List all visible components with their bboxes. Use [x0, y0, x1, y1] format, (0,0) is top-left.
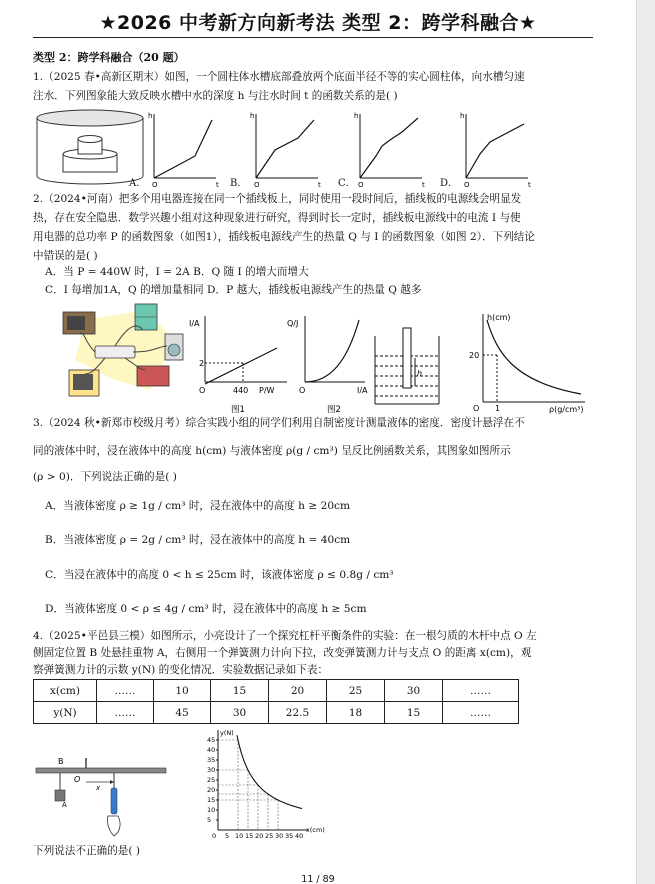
density-graph-ytick: 20 [469, 351, 480, 360]
q4-graph-xlabel: x(cm) [306, 826, 325, 834]
density-graph-ylabel: h(cm) [487, 313, 511, 322]
table-cell: …… [443, 680, 519, 702]
q1-option-d[interactable]: D． [440, 178, 459, 189]
q4-data-table [33, 679, 519, 724]
table-cell: …… [97, 702, 154, 724]
density-height-graph [469, 313, 585, 414]
water-tank-figure [37, 110, 143, 184]
q2-fig1-ytick: 2 [199, 359, 205, 368]
q3-option-a[interactable]: A．当液体密度 ρ ≥ 1g / cm³ 时，浸在液体中的高度 h ≥ 20cm [45, 500, 351, 512]
q1-graph-c [354, 112, 425, 189]
section-heading: 类型 2：跨学科融合（20 题） [33, 51, 185, 64]
q1-graph-d [460, 112, 531, 189]
table-cell: y(N) [34, 702, 97, 724]
y-tick-label: 40 [207, 746, 216, 754]
y-tick-label: 30 [207, 766, 216, 774]
table-cell: x(cm) [34, 680, 97, 702]
q4-graph-yticks [207, 736, 218, 824]
q1-option-a[interactable]: A． [129, 178, 147, 189]
x-tick-label: 30 [275, 832, 284, 840]
q1-a-axis-h: h [148, 112, 153, 120]
x-tick-label: 40 [295, 832, 304, 840]
q1-text-line-1: 1.（2025 春•高新区期末）如图，一个圆柱体水槽底部叠放两个底面半径不等的实心圆柱体，向水槽匀速 [33, 71, 525, 83]
q4-graph-xticks [225, 832, 303, 840]
title-rule [33, 37, 593, 38]
q1-c-axis-o: O [358, 181, 364, 189]
q4-text-line-3: 察弹簧测力计的示数 y(N) 的变化情况．实验数据记录如下表： [33, 664, 329, 676]
q1-option-c[interactable]: C． [338, 178, 356, 189]
q3-option-d[interactable]: D．当液体密度 0 < ρ ≤ 4g / cm³ 时，浸在液体中的高度 h ≥ 5cm [45, 603, 367, 615]
q2-text-line-3: 用电器的总功率 P 的函数图象（如图1），插线板电源线产生的热量 Q 与 I 的函数图象（如图 2）．下列结论 [33, 231, 535, 243]
y-tick-label: 15 [207, 796, 216, 804]
lever-label-b: B [58, 757, 64, 766]
q1-c-axis-t: t [422, 181, 425, 189]
q4-graph-origin: 0 [212, 832, 217, 840]
table-row [34, 702, 519, 724]
vertical-scrollbar[interactable] [636, 0, 655, 884]
lever-label-a: A [62, 801, 67, 809]
q2-option-cd[interactable]: C．I 每增加1A，Q 的增加量相同 D．P 越大，插线板电源线产生的热量 Q 越多 [45, 284, 422, 296]
q3-option-b[interactable]: B．当液体密度 ρ = 2g / cm³ 时，浸在液体中的高度 h = 40cm [45, 534, 351, 546]
q2-figure-1 [189, 316, 287, 415]
q2-fig1-xlabel: P/W [259, 386, 275, 395]
q1-b-axis-o: O [254, 181, 260, 189]
table-cell: 15 [385, 702, 443, 724]
q1-b-axis-t: t [318, 181, 321, 189]
table-cell: 20 [269, 680, 327, 702]
x-tick-label: 35 [285, 832, 294, 840]
y-tick-label: 25 [207, 776, 216, 784]
q1-d-axis-h: h [460, 112, 465, 120]
q2-fig2-caption: 图2 [327, 405, 341, 415]
q3-text-line-3: (ρ > 0)．下列说法正确的是( ) [33, 471, 177, 483]
density-graph-xlabel: ρ(g/cm³) [549, 405, 584, 414]
q2-fig1-origin: O [199, 386, 206, 395]
table-cell: …… [443, 702, 519, 724]
q3-option-c[interactable]: C．当浸在液体中的高度 0 < h ≤ 25cm 时，该液体密度 ρ ≤ 0.8g / cm³ [45, 569, 394, 581]
q4-question: 下列说法不正确的是( ) [33, 845, 140, 857]
q2-fig2-ylabel: Q/J [287, 319, 299, 328]
q4-text-line-1: 4.（2025•平邑县三模）如图所示，小亮设计了一个探究杠杆平衡条件的实验：在一根匀质的木杆中点 O 左 [33, 630, 537, 642]
q1-d-axis-o: O [464, 181, 470, 189]
table-cell: 15 [211, 680, 269, 702]
q2-text-line-4: 中错误的是( ) [33, 250, 98, 262]
hydrometer-h-label: h [417, 369, 423, 378]
power-strip-illustration [63, 304, 183, 396]
q1-c-axis-h: h [354, 112, 359, 120]
q2-text-line-2: 热，存在安全隐患．数学兴趣小组对这种现象进行研究，得到时长一定时，插线板电源线中的电流 I 与使 [33, 212, 521, 224]
table-cell: 18 [327, 702, 385, 724]
y-tick-label: 35 [207, 756, 216, 764]
table-cell: 30 [385, 680, 443, 702]
q1-figures [30, 104, 610, 190]
page-title: ★2026 中考新方向新考法 类型 2：跨学科融合★ [99, 12, 537, 34]
q3-text-line-1: 3.（2024 秋•新郑市校级月考）综合实践小组的同学们利用自制密度计测量液体的密度．密度计悬浮在不 [33, 417, 525, 429]
q2-figure-2 [287, 316, 368, 415]
q1-a-axis-o: O [152, 181, 158, 189]
q2-figures [55, 300, 635, 418]
q1-graph-b [250, 112, 321, 189]
table-cell: 25 [327, 680, 385, 702]
table-cell: 22.5 [269, 702, 327, 724]
x-tick-label: 5 [225, 832, 230, 840]
q2-option-ab[interactable]: A．当 P = 440W 时，I = 2A B．Q 随 I 的增大而增大 [45, 266, 309, 278]
table-cell: 30 [211, 702, 269, 724]
q2-fig1-ylabel: I/A [189, 319, 200, 328]
q1-a-axis-t: t [216, 181, 219, 189]
q2-fig2-origin: O [299, 386, 306, 395]
q1-graph-a [148, 112, 219, 189]
table-cell: 45 [154, 702, 211, 724]
q1-b-axis-h: h [250, 112, 255, 120]
table-row [34, 680, 519, 702]
q2-fig1-caption: 图1 [231, 405, 245, 415]
q1-option-b[interactable]: B． [230, 178, 248, 189]
hydrometer-figure [375, 328, 439, 404]
y-tick-label: 20 [207, 786, 216, 794]
q4-graph [200, 726, 340, 842]
q2-fig1-xtick: 440 [233, 386, 249, 395]
q4-graph-curve [237, 735, 302, 808]
x-tick-label: 25 [265, 832, 274, 840]
q2-text-line-1: 2.（2024•河南）把多个用电器连接在同一个插线板上，同时使用一段时间后，插线板的电源线会明显发 [33, 193, 522, 205]
q4-graph-ylabel: y(N) [220, 729, 234, 737]
q2-fig2-xlabel: I/A [357, 386, 368, 395]
density-graph-xtick: 1 [495, 404, 501, 413]
x-tick-label: 15 [245, 832, 254, 840]
table-cell: …… [97, 680, 154, 702]
x-tick-label: 20 [255, 832, 264, 840]
q1-d-axis-t: t [528, 181, 531, 189]
q4-graph-grid [218, 740, 278, 830]
density-graph-origin: O [473, 404, 480, 413]
q3-text-line-2: 同的液体中时，浸在液体中的高度 h(cm) 与液体密度 ρ(g / cm³) 呈反比例函数关系，其图象如图所示 [33, 445, 511, 457]
page-number: 11 / 89 [301, 874, 335, 884]
y-tick-label: 5 [207, 816, 212, 824]
x-tick-label: 10 [235, 832, 244, 840]
q4-text-line-2: 侧固定位置 B 处悬挂重物 A，右侧用一个弹簧测力计向下拉，改变弹簧测力计与支点 O 的距离 x(cm)，观 [33, 647, 532, 659]
lever-label-x: x [96, 784, 101, 792]
y-tick-label: 10 [207, 806, 216, 814]
lever-label-o: O [74, 775, 81, 784]
lever-figure [30, 752, 180, 842]
y-tick-label: 45 [207, 736, 216, 744]
q1-text-line-2: 注水．下列图象能大致反映水槽中水的深度 h 与注水时间 t 的函数关系的是( ) [33, 90, 398, 102]
table-cell: 10 [154, 680, 211, 702]
